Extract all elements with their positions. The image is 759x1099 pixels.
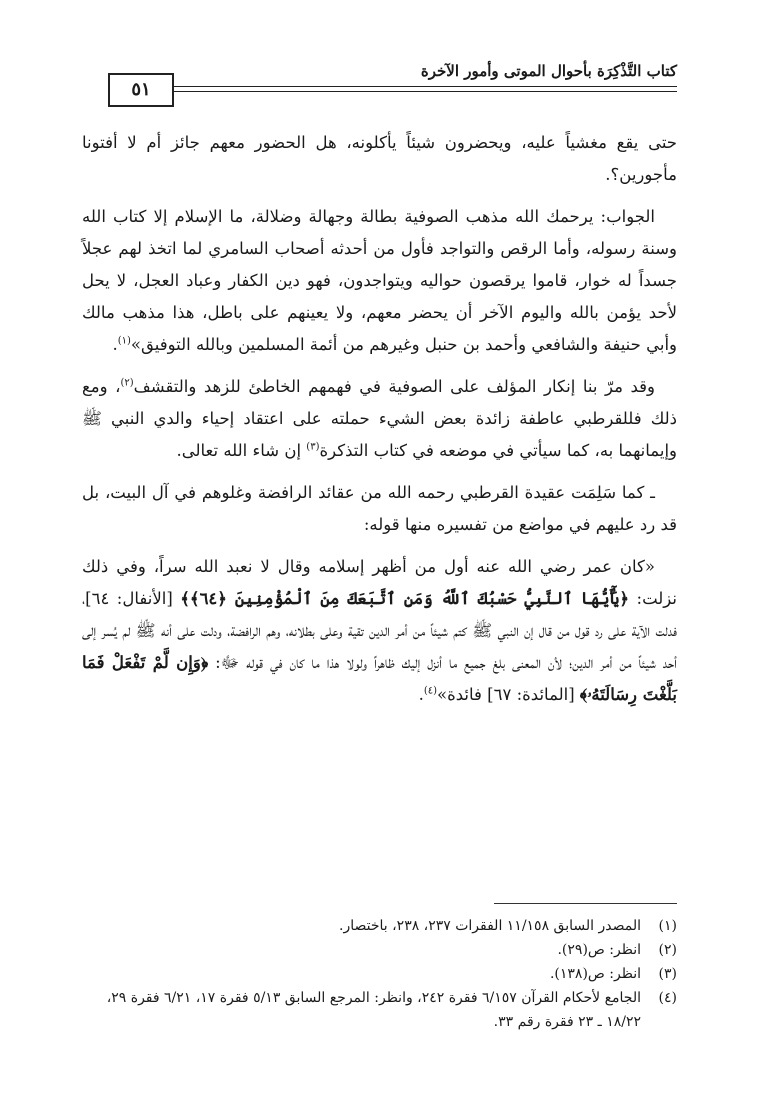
footnote-ref[interactable]: (٤) bbox=[423, 685, 438, 697]
page-header bbox=[108, 62, 677, 102]
paragraph-text: وقد مرّ بنا إنكار المؤلف على الصوفية في فهمهم الخاطئ للزهد والتقشف bbox=[133, 377, 655, 396]
paragraph-text: [المائدة: ٦٧] فائدة» bbox=[437, 685, 580, 704]
page-number: ٥١ bbox=[108, 73, 174, 107]
footnote-text: المصدر السابق ١١/١٥٨ الفقرات ٢٣٧، ٢٣٨، باختصار. bbox=[339, 918, 641, 934]
header-rule-top bbox=[108, 86, 677, 87]
footnote-text: الجامع لأحكام القرآن ٦/١٥٧ فقرة ٢٤٢، وانظر: المرجع السابق ٥/١٣ فقرة ١٧، ٦/٢١ فقرة ٢٩، ١٨/٢٢ ـ ٢٣ فقرة رقم ٣٣. bbox=[106, 990, 641, 1030]
paragraph-text: الجواب: يرحمك الله مذهب الصوفية بطالة وجهالة وضلالة، ما الإسلام إلا كتاب الله وسنة رسوله، وأما الرقص والتواجد فأول من أحدثه أصحاب السامري لما اتخذ لهم عجلاً جسداً له خوار، قاموا يرقصون حواليه ويتواجدون، فهو دين الكفار وعباد العجل، لا يحل لأحد يؤمن بالله واليوم الآخر أن يحضر معهم، ولا يعينهم على باطل، هذا مذهب مالك وأبي حنيفة والشافعي وأحمد بن حنبل وغيرهم من أئمة المسلمين وبالله التوفيق» bbox=[82, 207, 677, 354]
footnote-ref[interactable]: (٣) bbox=[306, 441, 320, 453]
quran-verse: ﴿يَٰٓأَيُّهَا ٱلنَّبِيُّ حَسْبُكَ ٱللَّهُ وَمَنِ ٱتَّبَعَكَ مِنَ ٱلْمُؤْمِنِينَ ﴿٦٤﴾﴾ bbox=[180, 589, 630, 608]
header-rule-bottom bbox=[108, 91, 677, 92]
footnote-text: انظر: ص(١٣٨). bbox=[549, 966, 641, 982]
footnote-number: (٢) bbox=[658, 942, 677, 958]
paragraph bbox=[82, 201, 677, 361]
footnote-number: (٤) bbox=[658, 990, 677, 1006]
footnote-separator bbox=[494, 903, 677, 904]
paragraph-text: إن شاء الله تعالى. bbox=[176, 441, 307, 460]
footnote bbox=[82, 986, 677, 1034]
footnotes bbox=[82, 914, 677, 1034]
footnote-text: انظر: ص(٢٩). bbox=[557, 942, 641, 958]
footnote-ref[interactable]: (١) bbox=[117, 335, 131, 347]
quran-verse: ﴿وَإِن لَّمْ تَفْعَلْ فَمَا بَلَّغْتَ رِسَالَتَهُۥ﴾ bbox=[82, 653, 677, 704]
footnote bbox=[82, 914, 677, 938]
paragraph bbox=[82, 477, 677, 541]
footnote bbox=[82, 938, 677, 962]
paragraph-text: ـ كما سَلِمَت عقيدة القرطبي رحمه الله من عقائد الرافضة وغلوهم في آل البيت، بل قد رد عليهم في مواضع من تفسيره منها قوله: bbox=[82, 483, 677, 534]
footnote-ref[interactable]: (٢) bbox=[120, 377, 134, 389]
footnote-number: (١) bbox=[658, 918, 677, 934]
paragraph-end: . bbox=[112, 335, 118, 354]
paragraph-text: [الأنفال: ٦٤]، فدلت الآية على رد قول من قال إن النبي ﷺ كتم شيئاً من أمر الدين تقية وعلى بطلانه، وهم الرافضة، ودلت على أنه ﷺ لم يُسر إلى أحد شيئاً من أمر الدين؛ لأن المعنى بلغ جميع ما أنزل إليك ظاهراً ولولا هذا ما كان في قوله ﷻ: bbox=[82, 589, 678, 672]
paragraph-text: «كان عمر رضي الله عنه أول من أظهر إسلامه وقال لا نعبد الله سراً، وفي ذلك نزلت: bbox=[82, 557, 677, 608]
main-text bbox=[82, 127, 677, 721]
footnote-number: (٣) bbox=[658, 966, 677, 982]
paragraph bbox=[82, 127, 677, 191]
paragraph-text: حتى يقع مغشياً عليه، ويحضرون شيئاً يأكلونه، هل الحضور معهم جائز أم لا أفتونا مأجورين؟. bbox=[82, 133, 677, 184]
paragraph bbox=[82, 551, 677, 711]
paragraph-text: ، ومع ذلك فللقرطبي عاطفة زائدة بعض الشيء حملته على اعتقاد إحياء والدي النبي ﷺ وإيمانهما به، كما سيأتي في موضعه في كتاب التذكرة bbox=[82, 377, 677, 460]
paragraph-end: . bbox=[418, 685, 424, 704]
paragraph bbox=[82, 371, 677, 467]
footnote bbox=[82, 962, 677, 986]
book-title: كتاب التَّذْكِرَة بأحوال الموتى وأمور الآخرة bbox=[420, 62, 677, 80]
